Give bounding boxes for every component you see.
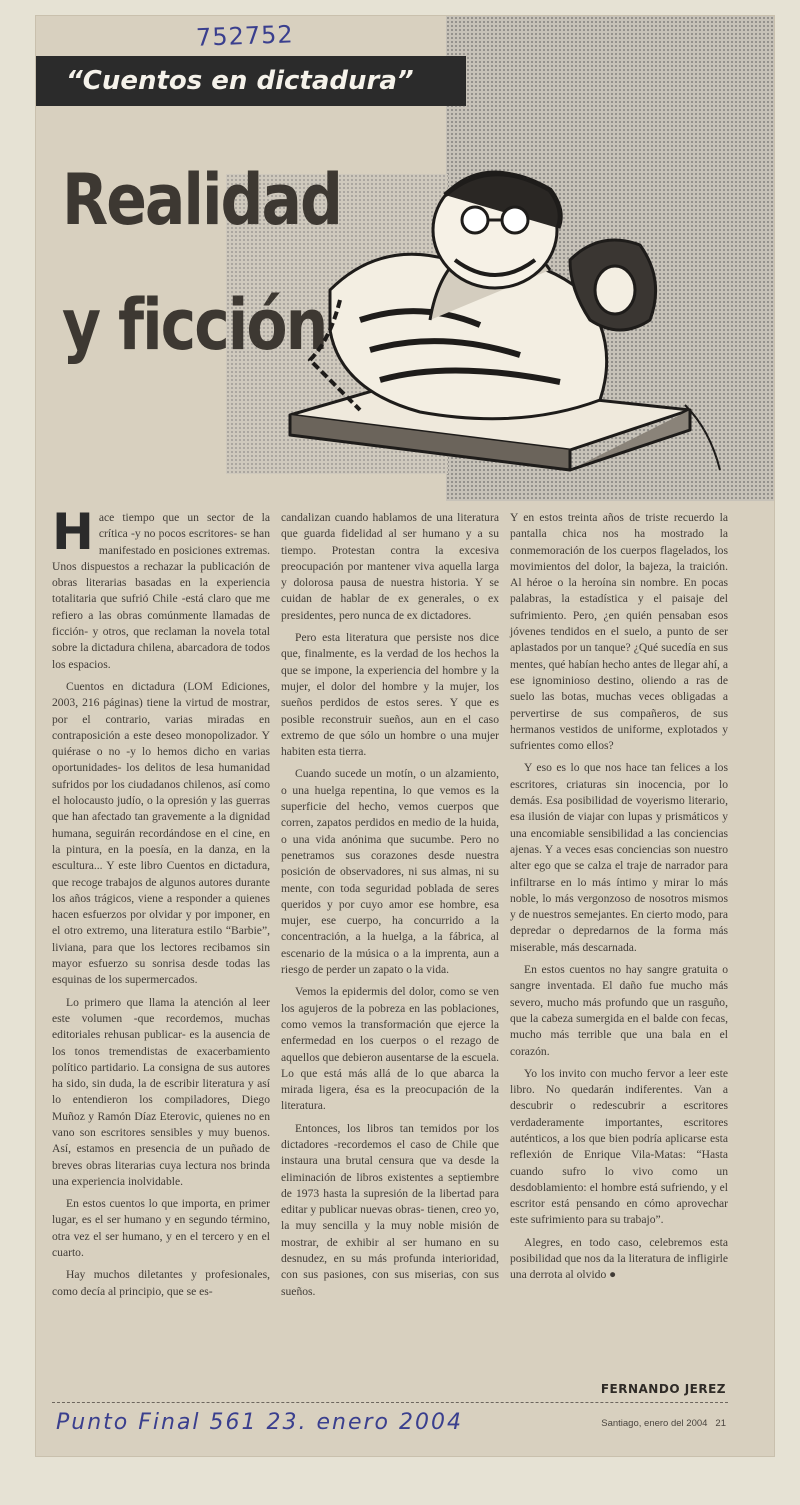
paragraph: Lo primero que llama la atención al leer este volumen -que recordemos, muchas editoriales rehusan publicar- es la ausencia de los tonos tremendistas de exacerbamiento político partidario. La consigna de sus autores ha sido, sin duda, la de escribir literatura y así lo entendieron los compiladores, Diego Muñoz y Ramón Díaz Eterovic, quienes no en vano son escritores sensibles y muy buenos. Así, estamos en presencia de un puñado de breves obras literarias cuya lectura nos brinda una experiencia inolvidable. bbox=[52, 995, 270, 1188]
paragraph: candalizan cuando hablamos de una literatura que guarda fidelidad al ser humano y a su tiempo. Protestan contra la excesiva preocupación por mantener viva aquella larga y dolorosa pausa de nuestra historia. Y se cuidan de hablar de ex generales, o ex presidentes, pero nunca de ex dictadores. bbox=[281, 511, 499, 622]
paragraph: Alegres, en todo caso, celebremos esta posibilidad que nos da la literatura de infligirle una derrota al olvido ● bbox=[510, 1235, 728, 1282]
footer-text: Santiago, enero del 2004 bbox=[601, 1418, 708, 1429]
archive-number: 752752 bbox=[195, 20, 295, 52]
article-body bbox=[52, 503, 728, 1306]
article-column-1 bbox=[52, 503, 270, 1306]
caricature-chained-dictator-icon bbox=[270, 150, 730, 490]
divider bbox=[52, 1402, 728, 1403]
paragraph: Yo los invito con mucho fervor a leer este libro. No quedarán indiferentes. Van a descubrir o redescubrir a escritores verdaderamente importantes, escritores auténticos, a los que bien podría aplicarse esta reflexión de Enrique Vila-Matas: “Hasta cuando sufro lo vivo como un desdoblamiento: el hombre está sufriendo, y el escritor está pensando en cómo aprovechar este sufrimiento para su trabajo”. bbox=[510, 1066, 728, 1227]
paragraph: Pero esta literatura que persiste nos dice que, finalmente, es la verdad de los hechos la que se impone, la experiencia del hombre y la mujer, el dolor del hombre y la mujer, los sueños perdidos de estos seres. Y que es posible reconstruir sueños, aun en el caso extremo de que sólo un hombre o una mujer habiten esta tierra. bbox=[281, 631, 499, 759]
page-footer bbox=[566, 1418, 726, 1429]
paragraph: Y en estos treinta años de triste recuerdo la pantalla chica nos ha mostrado la conmemoración de los cuerpos flagelados, los movimientos del dolor, la bajeza, la traición. Al héroe o la heroína sin nombre. En pocas palabras, la estadística y el paisaje del sufrimiento. Pero, ¿en quién pensaban esos jóvenes tendidos en el suelo, a punto de ser aplastados por un tanque? ¿Qué sucedía en sus mentes, qué habían hecho antes de llegar ahí, a ese ignominioso destino, oliendo a ras de suelo las botas, muchas veces obligadas a pervertirse de sus compañeros, de sus hermanos vestidos de uniforme, explotados y sufrientes como ellos? bbox=[510, 511, 728, 753]
paragraph: Hay muchos diletantes y profesionales, como decía al principio, que se es- bbox=[52, 1268, 270, 1298]
handwritten-note: Punto Final 561 23. enero 2004 bbox=[56, 1410, 463, 1435]
headline: Realidad y ficción bbox=[62, 159, 341, 367]
article-column-2 bbox=[281, 510, 499, 1306]
paragraph: Y eso es lo que nos hace tan felices a los escritores, criaturas sin inocencia, por lo demás. Esa posibilidad de voyerismo literario, esa ilusión de viajar con lupas y prismáticos y una encomiable sensibilidad a las conciencias ajenas. Y a veces esas conciencias son nuestro alter ego que se calza el traje de narrador para infiltrarse en lo más íntimo y mirar lo más noble, lo más vergonzoso de nosotros mismos y de nuestros semejantes. En cierto modo, para depredar o depredarnos de la forma más miserable, más descarnada. bbox=[510, 761, 728, 954]
paragraph: Cuentos en dictadura (LOM Ediciones, 2003, 216 páginas) tiene la virtud de mostrar, por el contrario, varias miradas en contraposición a este deseo monopolizador. Y quiérase o no -y lo hemos dicho en varias oportunidades- los delitos de lesa humanidad sufridos por los ciudadanos chilenos, así como el holocausto judío, o la opresión y las guerras que han afectado tan gravemente a la dignidad humana, seguirán recordándose en el cine, en la pintura, en la poesía, en la danza, en la escultura... Y este libro Cuentos en dictadura, que recoge trabajos de algunos autores durante los años trágicos, viene a responder a quienes hacen esfuerzos por olvidar y por imponer, en el otro extremo, una literatura estilo “Barbie”, liviana, para que los lectores recibamos sin mayor esfuerzo su sonrisa desde todas las esquinas de los supermercados. bbox=[52, 679, 270, 987]
paragraph: Cuando sucede un motín, o un alzamiento, o una huelga repentina, lo que vemos es la superficie del hecho, vemos cuerpos que corren, zapatos perdidos en medio de la huida, o una vida anónima que sucumbe. Pero no penetramos sus corazones desde nuestra posición de observadores, ni sus almas, ni su mente, con toda seguridad poblada de seres queridos y por cuyo amor ese hombre, esa mujer, ese cuerpo, ha concurrido a la concentración, a la huelga, a la fábrica, al escenario de la música o a la imprenta, aun a riesgo de perder un zapato o la vida. bbox=[281, 767, 499, 977]
paragraph: En estos cuentos lo que importa, en primer lugar, es el ser humano y en segundo término, otra vez el ser humano, y en el tercero y en el cuarto. bbox=[52, 1197, 270, 1260]
paragraph: Vemos la epidermis del dolor, como se ven los agujeros de la pobreza en las poblaciones, como vemos la transformación que ejerce la enfermedad en los cuerpos o el rezago de aquellos que debieron ausentarse de la escuela. Lo que está más allá de lo que abarca la mirada ligera, ésa es la preocupación de la literatura. bbox=[281, 985, 499, 1113]
paragraph: Entonces, los libros tan temidos por los dictadores -recordemos el caso de Chile que instaura una brutal censura que va desde la eliminación de libros existentes a septiembre de 1973 hasta la supresión de la libertad para editar y publicar nuevas obras- tienen, creo yo, la muy sencilla y la muy noble misión de mostrar, de exhibir al ser humano en su desnudez, en su más profunda interioridad, con sus pasiones, con sus miserias, con sus sueños. bbox=[281, 1121, 499, 1298]
section-banner: “Cuentos en dictadura” bbox=[36, 56, 466, 106]
paragraph-text: ace tiempo que un sector de la crítica -y no pocos escritores- se han manifestado en posiciones extremas. Unos dispuestos a rechazar la publicación de obras literarias basadas en la experiencia totalitaria que sufrió Chile -está claro que me refiero a las obras comúnmente llamadas de ficción- y otros, que reclaman la novela total sobre la dictadura chilena, abarcadora de todos los espacios. bbox=[52, 511, 270, 671]
paragraph bbox=[52, 503, 270, 673]
page-number: 21 bbox=[715, 1418, 726, 1429]
drop-cap: H bbox=[52, 503, 94, 561]
author-byline: FERNANDO JEREZ bbox=[600, 1382, 726, 1396]
article-column-3 bbox=[510, 510, 728, 1306]
paragraph: En estos cuentos no hay sangre gratuita o sangre inventada. El daño fue mucho más severo, mucho más profundo que un rasguño, que la cabeza sumergida en el balde con fecas, mucho más terrible que una bala en el corazón. bbox=[510, 963, 728, 1058]
